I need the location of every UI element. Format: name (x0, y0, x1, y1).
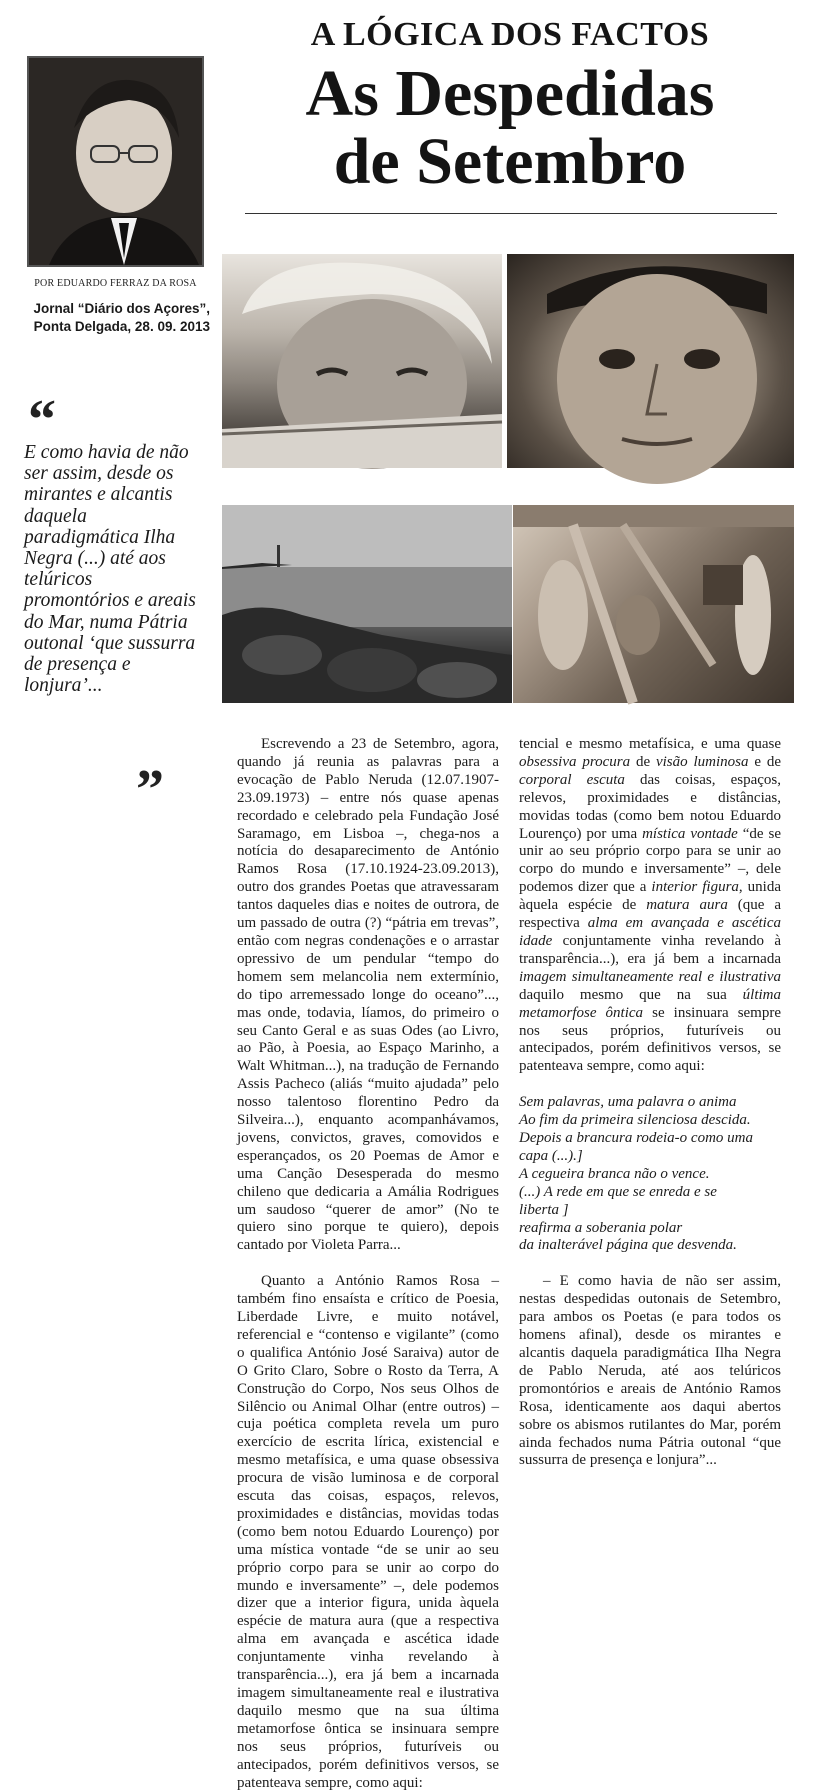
photo-figureheads-figure (513, 505, 794, 703)
author-byline: POR EDUARDO FERRAZ DA ROSA (34, 278, 197, 289)
article-headline (240, 57, 780, 198)
poem-line: reafirma a soberania polar (519, 1219, 683, 1236)
poem-line: liberta ] (519, 1201, 569, 1218)
poem-line: Depois a brancura rodeia-o como uma (519, 1130, 754, 1147)
publication-source (20, 300, 210, 336)
quote-close-mark: ” (136, 759, 164, 821)
photo-neruda-figure (507, 254, 794, 468)
author-portrait-figure (29, 58, 202, 265)
article-paragraph: Escrevendo a 23 de Setembro, agora, quando já reunia as palavras para a evocação de Pablo Neruda (12.07.1907-23.09.1973) – entre nós quase apenas recordado e celebrado pela Fundação José Saramago, em Lisboa –, chega-nos a notícia do desaparecimento de António Ramos Rosa (17.10.1924-23.09.2013), outro dos grandes Poetas que atravessaram tantos daqueles dias e noites de outrora, de um passado de outra (?) “pátria em trevas”, então com negras condenações e o arrastar opressivo de um pendular “tempo do homem sem melancolia nem extermínio, do tipo arremessado longe do oceano”..., mas onde, todavia, líamos, do primeiro o seu Canto Geral e as suas Odes (ao Livro, ao Pão, à Poesia, ao Espaço Marinho, a Walt Whitman...), na tradução de Fernando Assis Pacheco (aliás “muito ajudada” pelo nosso talentoso florentino Pedro da Silveira...), enquanto acompanhávamos, jovens, convictos, graves, comovidos e esperançados, os 20 Poemas de Amor e uma Canção Desesperada do mesmo chileno que dedicaria a Amália Rodrigues um saudoso “querer de amor” (No te quiero sino porque te quiero), depois cantado por Violeta Parra... (237, 736, 499, 1254)
headline-line-1: As Despedidas (305, 57, 715, 130)
headline-line-2: de Setembro (333, 125, 687, 198)
poem-line: A cegueira branca não o vence. (519, 1165, 710, 1182)
poem-line: capa (...).] (519, 1147, 583, 1164)
photo-coast (222, 505, 512, 703)
poem-line: da inalterável página que desvenda. (519, 1237, 737, 1254)
pull-quote: E como havia de não ser assim, desde os mirantes e alcantis daquela paradigmática Ilha Negra (...) até aos telúricos promontórios e areais do Mar, numa Pátria outonal ‘que sussurra de presença e lonjura’... (24, 442, 196, 697)
poem-line: Ao fim da primeira silenciosa descida. (519, 1112, 751, 1129)
poem-line: (...) A rede em que se enreda e se (519, 1183, 717, 1200)
article-paragraph: – E como havia de não ser assim, nestas despedidas outonais de Setembro, para ambos os Poetas (e para todos os homens afinal), desde os mirantes e alcantis daquela paradigmática Ilha Negra de Pablo Neruda, até aos telúricos promontórios e areais de António Ramos Rosa, identicamente aos daqui abertos sobre os abismos rutilantes do Mar, porém ainda fechados numa Pátria outonal “que sussurra de presença e lonjura”... (519, 1273, 781, 1469)
photo-neruda (507, 254, 794, 468)
section-kicker: A LÓGICA DOS FACTOS (310, 16, 710, 53)
photo-coast-figure (222, 505, 512, 703)
headline-rule (245, 213, 777, 214)
photo-figureheads (513, 505, 794, 703)
article-column-1 (237, 736, 499, 1791)
poem-excerpt (519, 1094, 781, 1255)
poem-line: Sem palavras, uma palavra o anima (519, 1094, 737, 1111)
photo-ramos-rosa (222, 254, 502, 468)
photo-ramos-rosa-figure (222, 254, 502, 468)
author-portrait (27, 56, 204, 267)
source-line-1: Jornal “Diário dos Açores”, (33, 301, 210, 316)
article-paragraph-continued: tencial e mesmo metafísica, e uma quase obsessiva procura de visão luminosa e de corporal escuta das coisas, espaços, relevos, proximidades e distâncias, movidas todas (como bem notou Eduardo Lourenço) por uma mística vontade “de se unir ao seu próprio corpo para se unir ao corpo do mundo e inversamente” –, dele podemos dizer que a interior figura, unida àquela espécie de matura aura (que a respectiva alma em avançada e ascética idade conjuntamente vinha revelando à transparência...), era já bem a incarnada imagem simultaneamente real e ilustrativa daquilo mesmo que na sua última metamorfose ôntica se insinuara sempre nos seus próprios, futuríveis ou antecipados, porém definitivos versos, se patenteava sempre, como aqui: (519, 736, 782, 1075)
article-column-2 (519, 736, 781, 1470)
source-line-2: Ponta Delgada, 28. 09. 2013 (33, 319, 210, 334)
article-paragraph: Quanto a António Ramos Rosa – também fino ensaísta e crítico de Poesia, Liberdade Livre, e muito notável, referencial e “contenso e vigilante” (como o qualifica António José Saraiva) autor de O Grito Claro, Sobre o Rosto da Terra, A Construção do Corpo, Nos seus Olhos de Silêncio ou Animal Olhar (entre outros) – cuja poética completa revela um puro exercício de escrita lírica, existencial e mesmo metafísica, e uma quase obsessiva procura de visão luminosa e de corporal escuta das coisas, espaços, relevos, proximidades e distâncias, movidas todas (como bem notou Eduardo Lourenço) por uma mística vontade “de se unir ao seu próprio corpo para se unir ao corpo do mundo e inversamente” –, dele podemos dizer que a interior figura, unida àquela espécie de matura aura (que a respectiva alma em avançada e ascética idade conjuntamente vinha revelando à transparência...), era já bem a incarnada imagem simultaneamente real e ilustrativa daquilo mesmo que na sua última metamorfose ôntica se insinuara sempre nos seus próprios, futuríveis ou antecipados, porém definitivos versos, se patenteava sempre, como aqui: (237, 1273, 499, 1791)
quote-open-mark: “ (28, 389, 56, 451)
